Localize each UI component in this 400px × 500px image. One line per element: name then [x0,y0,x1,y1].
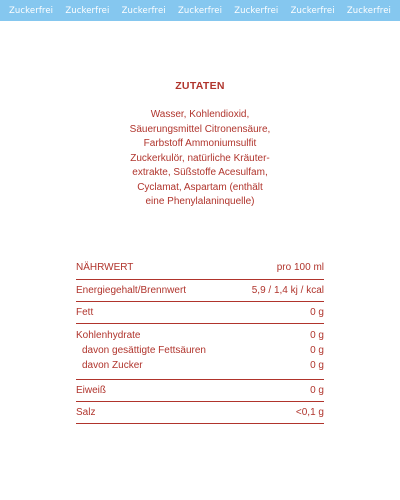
carbs-value: 0 g [310,330,324,341]
carbs-label: Kohlenhydrate [76,330,141,341]
banner-text: Zuckerfrei [65,5,110,16]
fat-label: Fett [76,307,94,318]
banner-text: Zuckerfrei [234,5,279,16]
nutrition-row-saturated [76,343,324,358]
protein-label: Eiweiß [76,385,107,396]
salt-label: Salz [76,407,96,418]
banner-text: Zuckerfrei [177,5,223,16]
ingredients-text [0,108,400,210]
energy-value: 5,9 / 1,4 kj / kcal [251,285,324,296]
nutrition-row-carbs [76,328,324,343]
banner-text: Zuckerfrei [346,5,391,16]
nutrition-row-protein [76,380,324,401]
divider [76,423,324,424]
nutrition-row-salt [76,402,324,423]
sugar-label: davon Zucker [82,360,143,371]
nutrition-row-energy [76,280,324,301]
protein-value: 0 g [310,385,324,396]
ingredients-line: eine Phenylalaninquelle) [145,196,255,207]
energy-label: Energiegehalt/Brennwert [76,285,187,296]
nutrition-header-value: pro 100 ml [276,261,324,273]
nutrition-header-label: NÄHRWERT [76,261,134,273]
ingredients-line: extrakte, Süßstoffe Acesulfam, [132,167,268,178]
zuckerfrei-banner [0,0,400,21]
ingredients-line: Säuerungsmittel Citronensäure, [129,123,271,135]
salt-value: <0,1 g [295,407,324,418]
saturated-label: davon gesättigte Fettsäuren [82,345,206,356]
nutrition-header-row [76,255,324,279]
sugar-value: 0 g [310,360,324,371]
ingredients-line: Cyclamat, Aspartam (enthält [137,181,263,193]
ingredients-title: ZUTATEN [175,80,225,92]
nutrition-row-fat [76,302,324,323]
nutrition-row-sugar [76,358,324,373]
ingredients-line: Wasser, Kohlendioxid, [150,109,250,120]
fat-value: 0 g [310,307,324,318]
banner-text: Zuckerfrei [9,5,54,16]
saturated-value: 0 g [310,345,324,356]
carbohydrate-group [76,324,324,379]
banner-text: Zuckerfrei [121,5,166,16]
ingredients-line: Zuckerkulör, natürliche Kräuter- [130,152,270,164]
nutrition-table [76,255,324,424]
ingredients-line: Farbstoff Ammoniumsulfit [143,138,257,149]
banner-text: Zuckerfrei [290,5,335,16]
